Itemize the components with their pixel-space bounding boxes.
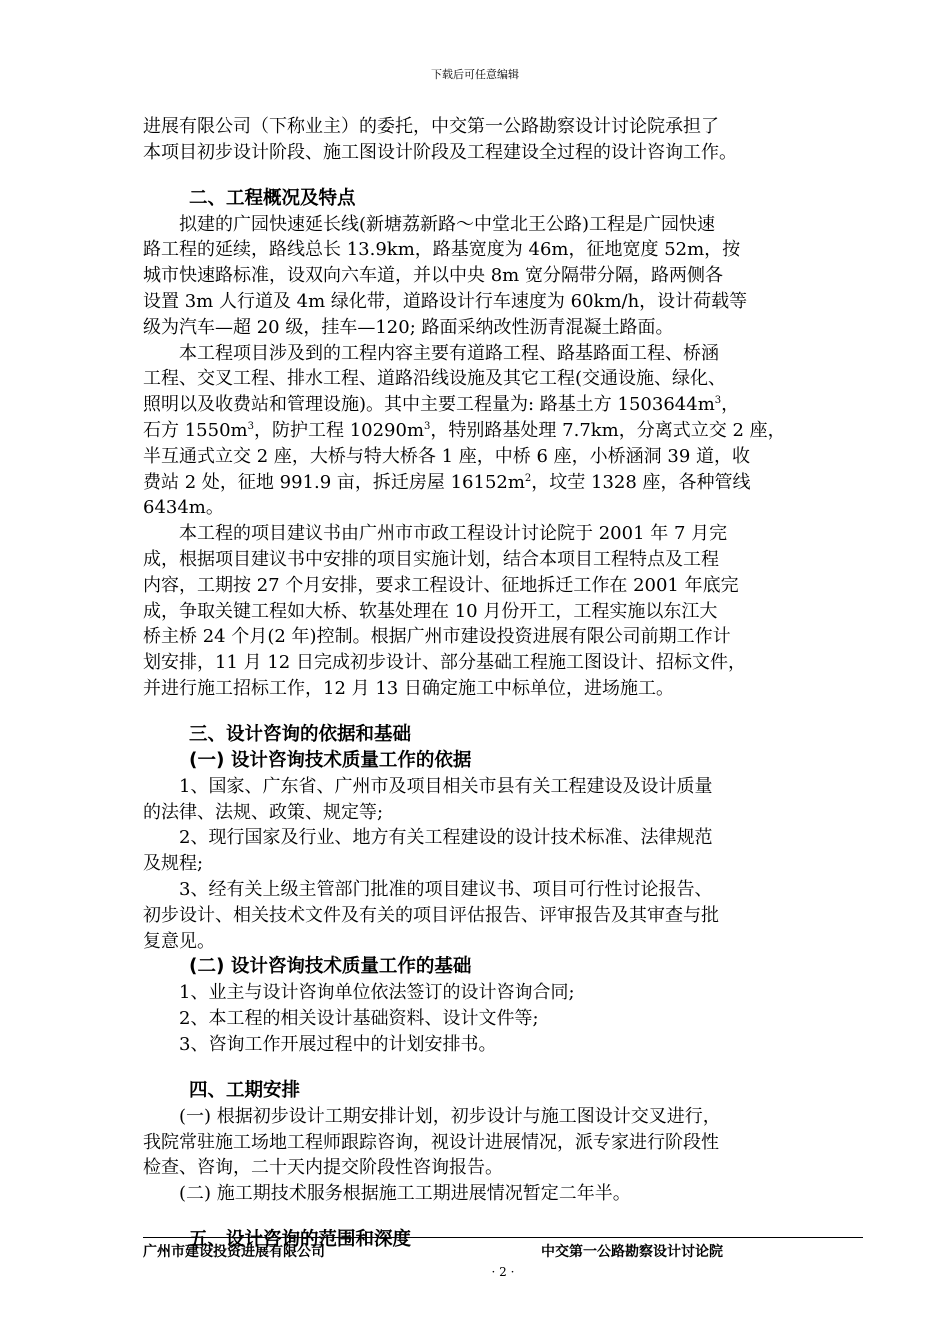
text-line: 城市快速路标准，设双向六车道，并以中央 8m 宽分隔带分隔，路两侧各: [143, 265, 723, 287]
overview-paragraph-2: [143, 341, 863, 522]
section-heading-basis: 三、设计咨询的依据和基础: [189, 723, 412, 745]
text-span: 照明以及收费站和管理设施)。其中主要工程量为: 路基土方 1503644m: [143, 394, 715, 416]
footer-row: [143, 1241, 863, 1261]
text-line: 路工程的延续，路线总长 13.9km，路基宽度为 46m，征地宽度 52m，按: [143, 239, 741, 261]
text-line: 工程、交叉工程、排水工程、道路沿线设施及其它工程(交通设施、绿化、: [143, 368, 727, 390]
text-line: (一) 根据初步设计工期安排计划，初步设计与施工图设计交叉进行，: [179, 1105, 721, 1127]
text-span: ，坟茔 1328 座，各种管线: [531, 471, 751, 493]
footer-company-left: 广州市建设投资进展有限公司: [143, 1244, 325, 1260]
schedule-paragraph-2: [143, 1181, 863, 1207]
text-line: 拟建的广园快速延长线(新塘荔新路～中堂北王公路)工程是广园快速: [179, 213, 716, 235]
superscript: 3: [714, 395, 722, 407]
text-line: 2、现行国家及行业、地方有关工程建设的设计技术标准、法律规范: [179, 827, 713, 849]
page-number: · 2 ·: [491, 1265, 515, 1279]
text-span: 费站 2 处，征地 991.9 亩，拆迁房屋 16152m: [143, 471, 525, 493]
text-line: 桥主桥 24 个月(2 年)控制。根据广州市建设投资进展有限公司前期工作计: [143, 626, 731, 648]
text-line: 成，争取关键工程如大桥、软基处理在 10 月份开工，工程实施以东江大: [143, 600, 718, 622]
text-line: 3、咨询工作开展过程中的计划安排书。: [179, 1033, 497, 1055]
superscript: 2: [524, 472, 532, 484]
section-heading-overview: 二、工程概况及特点: [189, 187, 356, 209]
text-line: 进展有限公司（下称业主）的委托，中交第一公路勘察设计讨论院承担了: [143, 116, 719, 137]
overview-paragraph-3: [143, 521, 863, 702]
text-line: 我院常驻施工场地工程师跟踪咨询，视设计进展情况，派专家进行阶段性: [143, 1131, 719, 1153]
text-span: ，防护工程 10290m: [253, 419, 425, 441]
text-line: 1、国家、广东省、广州市及项目相关市县有关工程建设及设计质量: [179, 775, 713, 797]
superscript: 3: [424, 420, 431, 432]
subsection-heading-foundation: (二) 设计咨询技术质量工作的基础: [189, 956, 472, 978]
text-line: 本项目初步设计阶段、施工图设计阶段及工程建设全过程的设计咨询工作。: [143, 141, 737, 163]
text-line: 并进行施工招标工作，12 月 13 日确定施工中标单位，进场施工。: [143, 677, 674, 699]
section-heading-scope: 五、设计咨询的范围和深度: [189, 1228, 412, 1250]
page-header-note: 下载后可任意编辑: [431, 68, 519, 81]
text-span: ，特别路基处理 7.7km，分离式立交 2 座，: [430, 419, 786, 441]
foundation-item-2: [143, 1006, 863, 1032]
page-footer: [143, 1237, 863, 1279]
text-line: 设置 3m 人行道及 4m 绿化带，道路设计行车速度为 60km/h，设计荷载等: [143, 290, 748, 312]
text-line: 本工程的项目建议书由广州市市政工程设计讨论院于 2001 年 7 月完: [179, 523, 728, 545]
text-line: 复意见。: [143, 930, 215, 952]
text-line: 及规程;: [143, 853, 204, 875]
schedule-paragraph-1: [143, 1104, 863, 1181]
text-span: 石方 1550m: [143, 419, 248, 441]
overview-paragraph-1: [143, 212, 863, 341]
text-line: 半互通式立交 2 座，大桥与特大桥各 1 座，中桥 6 座，小桥涵洞 39 道，收: [143, 445, 751, 467]
foundation-item-1: [143, 980, 863, 1006]
text-line: 成，根据项目建议书中安排的项目实施计划，结合本项目工程特点及工程: [143, 548, 719, 570]
foundation-item-3: [143, 1032, 863, 1058]
text-line: [143, 418, 863, 444]
text-line: 划安排，11 月 12 日完成初步设计、部分基础工程施工图设计、招标文件，: [143, 652, 746, 674]
subsection-heading-basis: (一) 设计咨询技术质量工作的依据: [189, 749, 472, 771]
document-body: [143, 114, 863, 1253]
text-line: 3、经有关上级主管部门批准的项目建议书、项目可行性讨论报告、: [179, 878, 713, 900]
basis-item-3: [143, 877, 863, 954]
text-line: [143, 392, 863, 418]
text-line: 初步设计、相关技术文件及有关的项目评估报告、评审报告及其审查与批: [143, 904, 719, 926]
intro-paragraph: [143, 114, 863, 166]
basis-item-1: [143, 774, 863, 826]
text-span: ，: [721, 394, 740, 416]
text-line: [143, 470, 863, 496]
footer-company-right: 中交第一公路勘察设计讨论院: [541, 1244, 723, 1260]
superscript: 3: [247, 420, 254, 432]
basis-item-2: [143, 825, 863, 877]
text-line: 的法律、法规、政策、规定等;: [143, 801, 384, 823]
section-heading-schedule: 四、工期安排: [189, 1079, 301, 1101]
text-line: 2、本工程的相关设计基础资料、设计文件等;: [179, 1008, 539, 1030]
text-line: 1、业主与设计咨询单位依法签订的设计咨询合同;: [179, 982, 575, 1004]
text-line: (二) 施工期技术服务根据施工工期进展情况暂定二年半。: [179, 1183, 631, 1205]
text-line: 内容，工期按 27 个月安排，要求工程设计、征地拆迁工作在 2001 年底完: [143, 574, 739, 596]
text-line: 本工程项目涉及到的工程内容主要有道路工程、路基路面工程、桥涵: [179, 342, 719, 364]
text-line: 级为汽车—超 20 级，挂车—120; 路面采纳改性沥青混凝土路面。: [143, 316, 674, 338]
text-line: 检查、咨询，二十天内提交阶段性咨询报告。: [143, 1157, 503, 1179]
text-line: 6434m。: [143, 497, 224, 519]
